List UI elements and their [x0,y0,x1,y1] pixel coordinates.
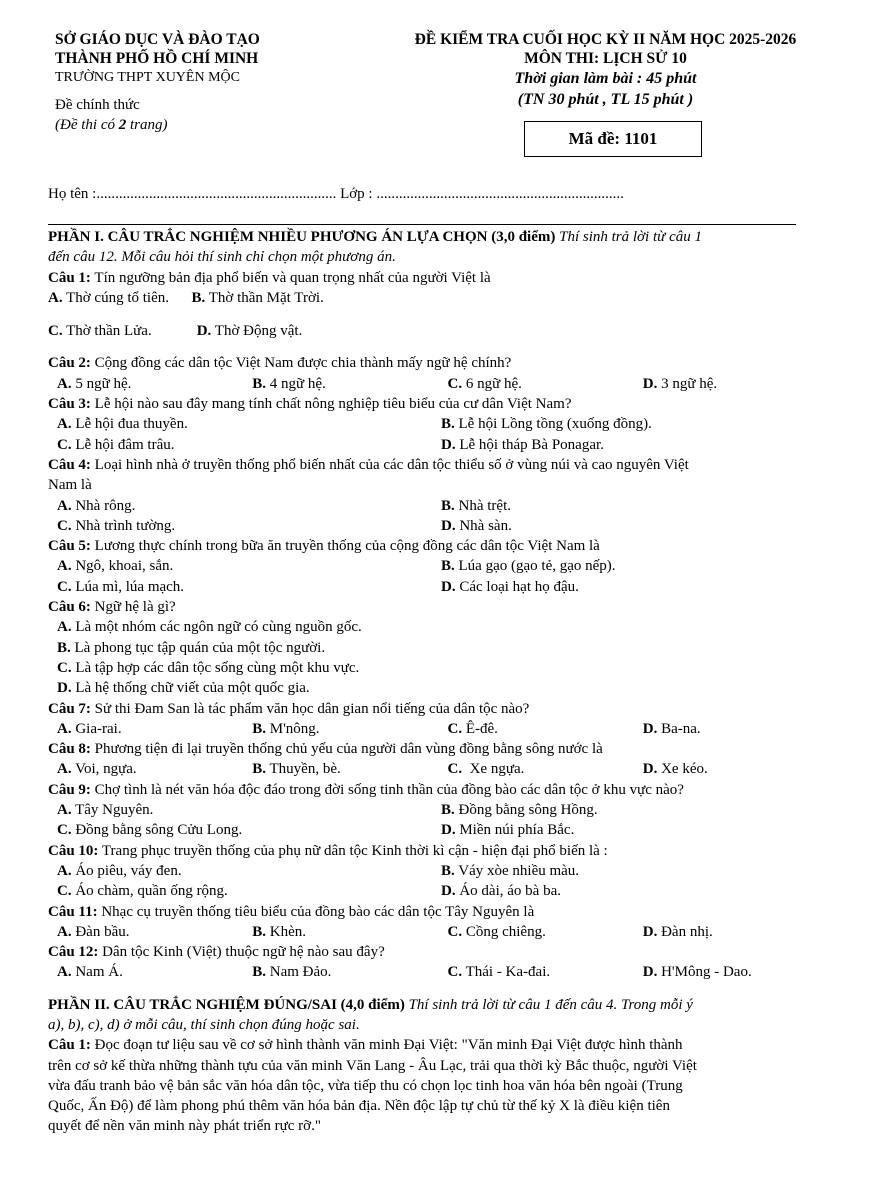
q9-options-ab: A. Tây Nguyên. B. Đồng bằng sông Hồng. [57,802,598,819]
q3-options-ab: A. Lễ hội đua thuyền. B. Lễ hội Lồng tồng (xuống đồng). [57,416,652,433]
question-1: Câu 1: Tín ngưỡng bản địa phổ biến và quan trọng nhất của người Việt là [48,269,491,286]
header-left [55,30,260,135]
q8-options: A. Voi, ngựa. B. Thuyền, bè. C. Xe ngựa. D. Xe kéo. [57,761,708,778]
exam-title: ĐỀ KIỂM TRA CUỐI HỌC KỲ II NĂM HỌC 2025-2026 [414,31,797,48]
part2-question-1: Câu 1: Đọc đoạn tư liệu sau về cơ sở hình thành văn minh Đại Việt: "Văn minh Đại Việt được hình thành [48,1037,683,1054]
part1-instruction: đến câu 12. Mỗi câu hỏi thí sinh chỉ chọn một phương án. [48,249,396,266]
q5-options-cd: C. Lúa mì, lúa mạch. D. Các loại hạt họ đậu. [57,578,579,595]
q4-options-cd: C. Nhà trình tường. D. Nhà sàn. [57,517,512,534]
school-name: TRƯỜNG THPT XUYÊN MỘC [55,70,240,85]
question-11: Câu 11: Nhạc cụ truyền thống tiêu biểu của đồng bào các dân tộc Tây Nguyên là [48,903,535,920]
q1-options-ab: A. Thờ cúng tổ tiên. B. Thờ thần Mặt Trời. [48,289,324,306]
q6-option-b: B. Là phong tục tập quán của một tộc người. [57,639,326,656]
question-5: Câu 5: Lương thực chính trong bữa ăn truyền thống của cộng đồng các dân tộc Việt Nam là [48,538,600,555]
exam-time: Thời gian làm bài : 45 phút [514,70,697,87]
exam-time-detail: (TN 30 phút , TL 15 phút ) [517,91,694,108]
q6-option-d: D. Là hệ thống chữ viết của một quốc gia. [57,680,310,697]
q11-options: A. Đàn bầu. B. Khèn. C. Cồng chiêng. D. Đàn nhị. [57,923,713,940]
question-4-cont: Nam là [48,477,92,494]
exam-subject: MÔN THI: LỊCH SỬ 10 [524,50,687,67]
passage-line-4: Quốc, Ấn Độ) để làm phong phú thêm văn hóa bản địa. Nền độc lập tự chủ từ thế kỷ X là điều kiện tiên [48,1098,670,1115]
official-label: Đề chính thức [55,97,140,113]
question-3: Câu 3: Lễ hội nào sau đây mang tính chất nông nghiệp tiêu biểu của cư dân Việt Nam? [48,396,572,413]
passage-line-5: quyết để nền văn minh này phát triển rực rỡ." [48,1118,321,1135]
question-4: Câu 4: Loại hình nhà ở truyền thống phổ biến nhất của các dân tộc thiểu số ở vùng núi và cao nguyên Việt [48,456,689,473]
question-2: Câu 2: Cộng đồng các dân tộc Việt Nam được chia thành mấy ngữ hệ chính? [48,355,512,372]
header-right [363,30,848,110]
q10-options-cd: C. Áo chàm, quần ống rộng. D. Áo dài, áo bà ba. [57,883,561,900]
part2-heading: PHẦN II. CÂU TRẮC NGHIỆM ĐÚNG/SAI (4,0 điểm) Thí sinh trả lời từ câu 1 đến câu 4. Trong mỗi ý [48,996,693,1013]
q1-options-cd: C. Thờ thần Lửa. D. Thờ Động vật. [48,323,303,340]
q12-options: A. Nam Á. B. Nam Đảo. C. Thái - Ka-đai. D. H'Mông - Dao. [57,964,752,981]
department-name: SỞ GIÁO DỤC VÀ ĐÀO TẠO [55,31,260,48]
question-10: Câu 10: Trang phục truyền thống của phụ nữ dân tộc Kinh thời kì cận - hiện đại phổ biến là : [48,842,608,859]
question-9: Câu 9: Chợ tình là nét văn hóa độc đáo trong đời sống tinh thần của đồng bào các dân tộc ở khu vực nào? [48,781,684,798]
city-name: THÀNH PHỐ HỒ CHÍ MINH [55,50,259,67]
q10-options-ab: A. Áo piêu, váy đen. B. Váy xòe nhiều màu. [57,862,580,879]
student-info-line: Họ tên :................................................................ Lớp : .................................................................. [48,186,624,202]
question-8: Câu 8: Phương tiện đi lại truyền thống chủ yếu của người dân vùng đồng bằng sông nước là [48,741,603,758]
question-7: Câu 7: Sử thi Đam San là tác phẩm văn học dân gian nổi tiếng của dân tộc nào? [48,700,530,717]
exam-code-box: Mã đề: 1101 [524,121,702,157]
divider-line [48,224,796,225]
exam-content [48,227,838,1137]
passage-line-3: vừa đấu tranh bảo vệ bản sắc văn hóa dân tộc, vừa tiếp thu có chọn lọc tinh hoa văn hóa bên ngoài (Trung [48,1077,683,1094]
q5-options-ab: A. Ngô, khoai, sắn. B. Lúa gạo (gạo tẻ, gạo nếp). [57,558,616,575]
q2-options: A. 5 ngữ hệ. B. 4 ngữ hệ. C. 6 ngữ hệ. D. 3 ngữ hệ. [57,375,718,392]
q6-option-a: A. Là một nhóm các ngôn ngữ có cùng nguồn gốc. [57,619,362,636]
part2-instruction: a), b), c), d) ở mỗi câu, thí sinh chọn đúng hoặc sai. [48,1016,360,1033]
question-6: Câu 6: Ngữ hệ là gì? [48,599,176,616]
q4-options-ab: A. Nhà rông. B. Nhà trệt. [57,497,511,514]
page-count-note: (Đề thi có 2 trang) [55,117,168,133]
part1-heading: PHẦN I. CÂU TRẮC NGHIỆM NHIỀU PHƯƠNG ÁN LỰA CHỌN (3,0 điểm) Thí sinh trả lời từ câu 1 [48,229,702,245]
q6-option-c: C. Là tập hợp các dân tộc sống cùng một khu vực. [57,659,360,676]
question-12: Câu 12: Dân tộc Kinh (Việt) thuộc ngữ hệ nào sau đây? [48,944,385,961]
q3-options-cd: C. Lễ hội đâm trâu. D. Lễ hội tháp Bà Ponagar. [57,436,604,453]
passage-line-2: trên cơ sở kế thừa những thành tựu của văn minh Văn Lang - Âu Lạc, trải qua thời kỳ Bắc thuộc, người Việt [48,1057,697,1074]
q7-options: A. Gia-rai. B. M'nông. C. Ê-đê. D. Ba-na. [57,720,701,737]
q9-options-cd: C. Đồng bằng sông Cửu Long. D. Miền núi phía Bắc. [57,822,575,839]
